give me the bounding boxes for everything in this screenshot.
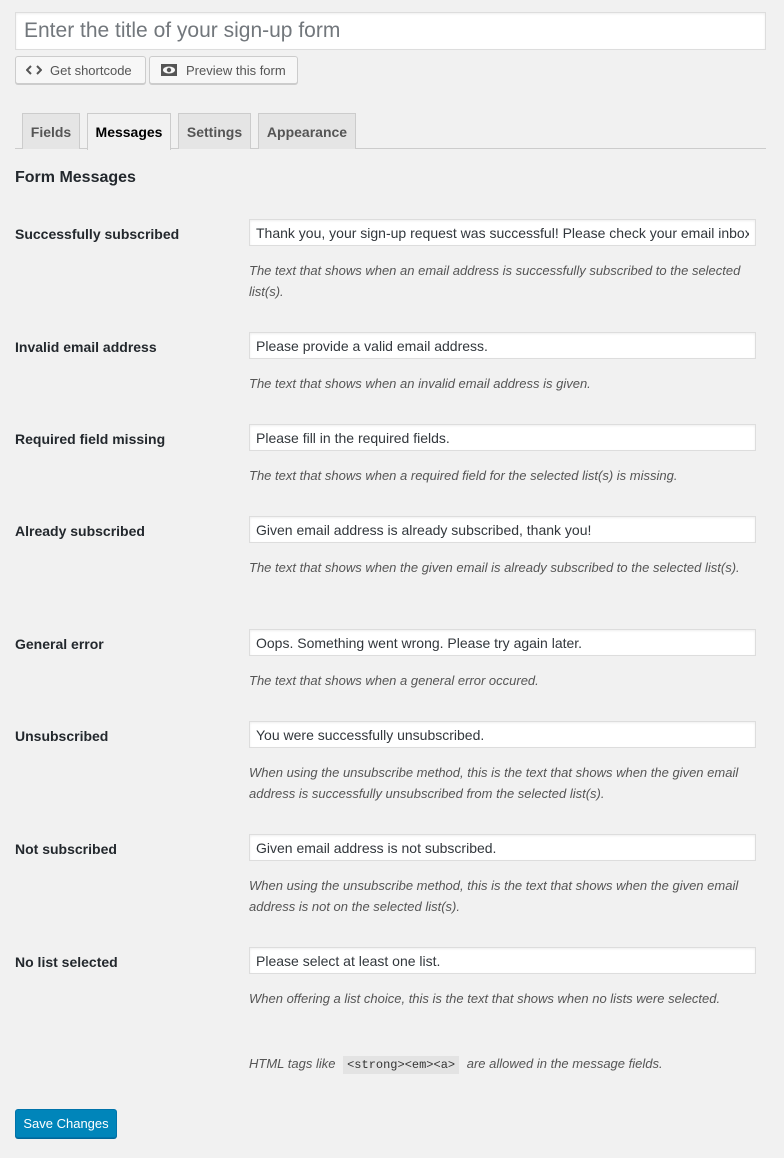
desc-not-subscribed: When using the unsubscribe method, this is the text that shows when the given email address is not on the selected list(s). <box>249 878 739 914</box>
code-brackets-icon <box>26 64 42 76</box>
html-note-suffix: are allowed in the message fields. <box>466 1056 663 1071</box>
eye-icon <box>160 63 178 77</box>
preview-form-button[interactable] <box>149 56 298 84</box>
tab-settings[interactable]: Settings <box>178 113 251 149</box>
label-successfully-subscribed: Successfully subscribed <box>15 226 180 242</box>
input-required-field-missing[interactable] <box>249 424 756 451</box>
desc-unsubscribed: When using the unsubscribe method, this is the text that shows when the given email address is successfully unsubscribed from the selected list(s). <box>249 765 739 801</box>
desc-invalid-email: The text that shows when an invalid email address is given. <box>249 376 591 391</box>
desc-successfully-subscribed: The text that shows when an email address is successfully subscribed to the selected list(s). <box>249 263 741 299</box>
input-invalid-email[interactable] <box>249 332 756 359</box>
label-not-subscribed: Not subscribed <box>15 841 117 857</box>
get-shortcode-label: Get shortcode <box>50 62 132 78</box>
preview-form-label: Preview this form <box>186 62 286 78</box>
form-title-input[interactable] <box>15 12 766 50</box>
html-tags-code: <strong><em><a> <box>343 1056 459 1074</box>
label-already-subscribed: Already subscribed <box>15 523 145 539</box>
tab-messages[interactable]: Messages <box>87 113 171 150</box>
html-tags-note <box>249 1053 663 1076</box>
input-no-list-selected[interactable] <box>249 947 756 974</box>
label-unsubscribed: Unsubscribed <box>15 728 109 744</box>
desc-general-error: The text that shows when a general error occured. <box>249 673 539 688</box>
html-note-prefix: HTML tags like <box>249 1056 336 1071</box>
desc-no-list-selected: When offering a list choice, this is the text that shows when no lists were selected. <box>249 991 721 1006</box>
save-changes-button[interactable]: Save Changes <box>15 1109 117 1138</box>
desc-already-subscribed: The text that shows when the given email is already subscribed to the selected list(s). <box>249 560 740 575</box>
input-general-error[interactable] <box>249 629 756 656</box>
desc-required-field-missing: The text that shows when a required field for the selected list(s) is missing. <box>249 468 678 483</box>
label-required-field-missing: Required field missing <box>15 431 166 447</box>
tab-appearance[interactable]: Appearance <box>258 113 356 149</box>
input-unsubscribed[interactable] <box>249 721 756 748</box>
tab-fields[interactable]: Fields <box>22 113 80 149</box>
label-general-error: General error <box>15 636 104 652</box>
get-shortcode-button[interactable] <box>15 56 146 84</box>
label-invalid-email: Invalid email address <box>15 339 157 355</box>
form-tabs <box>15 113 766 149</box>
input-not-subscribed[interactable] <box>249 834 756 861</box>
input-successfully-subscribed[interactable] <box>249 219 756 246</box>
section-title: Form Messages <box>15 169 136 186</box>
input-already-subscribed[interactable] <box>249 516 756 543</box>
label-no-list-selected: No list selected <box>15 954 118 970</box>
